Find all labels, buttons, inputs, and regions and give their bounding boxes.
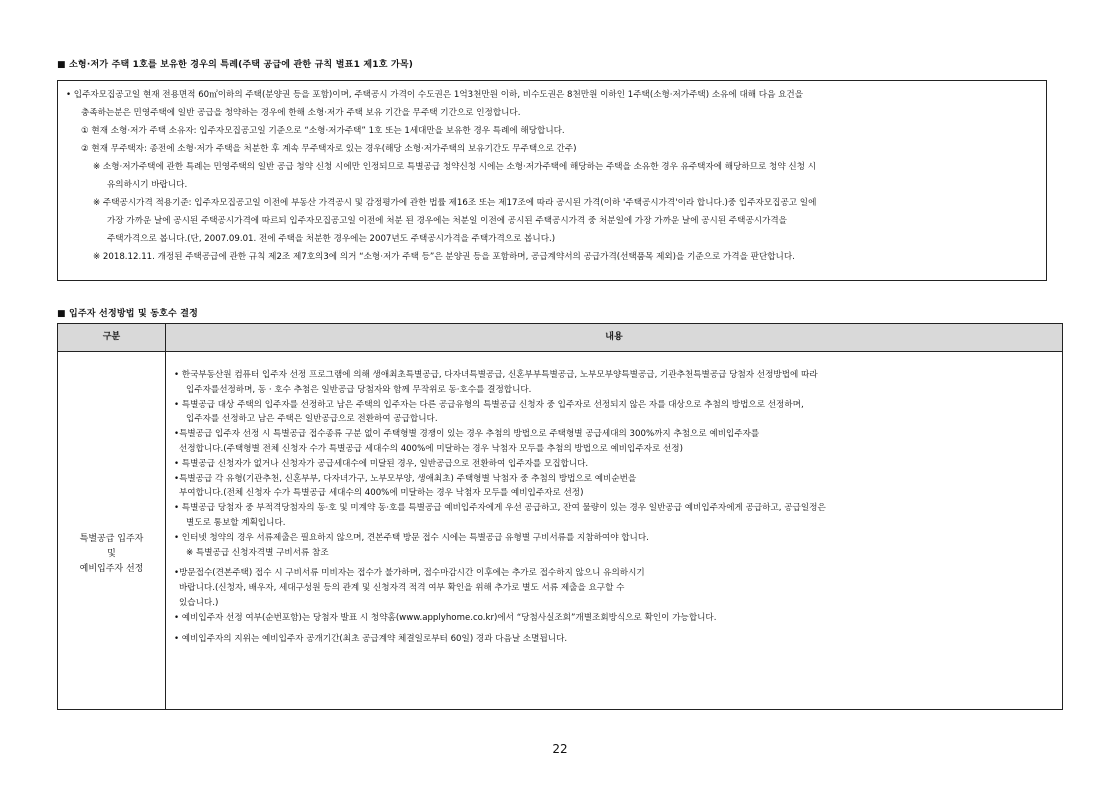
category-cell bbox=[58, 352, 166, 709]
content-line: 입주자를선정하며, 동 · 호수 추첨은 일반공급 당첨자와 함께 무작위로 동·호수를 결정합니다. bbox=[186, 384, 532, 395]
section-title-small-low-price-housing: ■ 소형·저가 주택 1호를 보유한 경우의 특례(주택 공급에 관한 규칙 별표1 제1호 가목) bbox=[57, 60, 414, 70]
special-case-notice-box bbox=[57, 80, 1047, 281]
category-label-line: 및 bbox=[107, 549, 116, 559]
content-line: • 특별공급 신청자가 없거나 신청자가 공급세대수에 미달된 경우, 일반공급으로 전환하여 입주자를 모집합니다. bbox=[174, 458, 589, 469]
notice-line: ② 현재 무주택자: 종전에 소형·저가 주택을 처분한 후 계속 무주택자로 있는 경우(해당 소형·저가주택의 보유기간도 무주택으로 간주) bbox=[81, 144, 577, 154]
content-line: •특별공급 각 유형(기관추천, 신혼부부, 다자녀가구, 노부모부양, 생애최초) 주택형별 낙첨자 중 추첨의 방법으로 예비순번을 bbox=[174, 473, 637, 484]
content-line: •특별공급 입주자 선정 시 특별공급 접수종류 구분 없이 주택형별 경쟁이 있는 경우 추첨의 방법으로 주택형별 공급세대의 300%까지 추첨으로 예비입주자를 bbox=[174, 429, 760, 440]
content-line: • 예비입주자의 지위는 예비입주자 공개기간(최초 공급계약 체결일로부터 60일) 경과 다음날 소멸됩니다. bbox=[174, 633, 568, 644]
category-label-line: 예비입주자 선정 bbox=[79, 564, 144, 574]
notice-line: • 입주자모집공고일 현재 전용면적 60㎡이하의 주택(분양권 등을 포함)이며, 주택공시 가격이 수도권은 1억3천만원 이하, 비수도권은 8천만원 이하인 1주택(소형·저가주택) 소유에 대해 다음 요건을 bbox=[66, 90, 804, 100]
notice-line: 충족하는분은 민영주택에 일반 공급을 청약하는 경우에 한해 소형·저가 주택 보유 기간을 무주택 기간으로 인정합니다. bbox=[81, 108, 521, 118]
notice-line: ※ 2018.12.11. 개정된 주택공급에 관한 규칙 제2조 제7호의3에 의거 “소형·저가 주택 등”은 분양권 등을 포함하며, 공급계약서의 공급가격(선택품목 제외)을 기준으로 가격을 판단합니다. bbox=[93, 252, 795, 262]
content-line: • 한국부동산원 컴퓨터 입주자 선정 프로그램에 의해 생애최초특별공급, 다자녀특별공급, 신혼부부특별공급, 노부모부양특별공급, 기관추천특별공급 당첨자 선정방법에 따라 bbox=[174, 370, 818, 380]
content-line: • 인터넷 청약의 경우 서류제출은 필요하지 않으며, 견본주택 방문 접수 시에는 특별공급 유형별 구비서류를 지참하여야 합니다. bbox=[174, 532, 649, 543]
notice-line: ① 현재 소형·저가 주택 소유자: 입주자모집공고일 기준으로 “소형·저가주택” 1호 또는 1세대만을 보유한 경우 특례에 해당합니다. bbox=[81, 126, 565, 136]
content-line: • 특별공급 대상 주택의 입주자를 선정하고 남은 주택의 입주자는 다른 공급유형의 특별공급 신청자 중 입주자로 선정되지 않은 자를 대상으로 추첨의 방법으로 선정하며, bbox=[174, 399, 804, 410]
header-category: 구분 bbox=[58, 324, 166, 351]
category-label-line: 특별공급 입주자 bbox=[79, 534, 144, 544]
notice-line: 주택가격으로 봅니다.(단, 2007.09.01. 전에 주택을 처분한 경우에는 2007년도 주택공시가격을 주택가격으로 봅니다.) bbox=[107, 234, 556, 244]
header-content: 내용 bbox=[605, 332, 623, 342]
content-line: 입주자를 선정하고 남은 주택은 일반공급으로 전환하여 공급합니다. bbox=[186, 414, 438, 425]
content-line: • 예비입주자 선정 여부(순번포함)는 당첨자 발표 시 청약홈(www.applyhome.co.kr)에서 “당첨사실조회”개별조회방식으로 확인이 가능합니다. bbox=[174, 612, 717, 623]
content-line: •방문접수(견본주택) 접수 시 구비서류 미비자는 접수가 불가하며, 접수마감시간 이후에는 추가로 접수하지 않으니 유의하시기 bbox=[174, 568, 645, 579]
content-line: ※ 특별공급 신청자격별 구비서류 참조 bbox=[186, 547, 329, 558]
notice-line: ※ 주택공시가격 적용기준: 입주자모집공고일 이전에 부동산 가격공시 및 감정평가에 관한 법률 제16조 또는 제17조에 따라 공시된 가격(이하 '주택공시가격'이라 합니다.)중 입주자모집공고 일에 bbox=[93, 198, 817, 208]
content-cell bbox=[166, 352, 1062, 709]
table-header-row bbox=[58, 324, 1062, 352]
content-line: • 특별공급 당첨자 중 부적격당첨자의 동·호 및 미계약 동·호를 특별공급 예비입주자에게 우선 공급하고, 잔여 물량이 있는 경우 일반공급 예비입주자에게 공급하고, 공급일정은 bbox=[174, 503, 826, 514]
section-title-selection-method: ■ 입주자 선정방법 및 동호수 결정 bbox=[57, 309, 198, 319]
notice-line: ※ 소형·저가주택에 관한 특례는 민영주택의 일반 공급 청약 신청 시에만 인정되므로 특별공급 청약신청 시에는 소형·저가주택에 해당하는 주택을 소유한 경우 유주택자에 해당하므로 청약 신청 시 bbox=[93, 162, 817, 172]
category-label bbox=[58, 532, 165, 577]
content-line: 선정합니다.(주택형별 전체 신청자 수가 특별공급 세대수의 400%에 미달하는 경우 낙첨자 모두를 추첨의 방법으로 예비입주자로 선정) bbox=[179, 443, 683, 454]
notice-line: 유의하시기 바랍니다. bbox=[107, 180, 188, 190]
content-line: 있습니다.) bbox=[179, 597, 219, 608]
content-line: 바랍니다.(신청자, 배우자, 세대구성원 등의 관계 및 신청자격 적격 여부 확인을 위해 추가로 별도 서류 제출을 요구할 수 bbox=[179, 583, 625, 594]
content-line: 별도로 통보할 계획입니다. bbox=[186, 517, 286, 528]
content-line: 부여합니다.(전체 신청자 수가 특별공급 세대수의 400%에 미달하는 경우 낙첨자 모두를 예비입주자로 선정) bbox=[179, 488, 584, 499]
selection-method-table bbox=[57, 323, 1063, 710]
page-number: 22 bbox=[552, 742, 568, 756]
notice-line: 가장 가까운 날에 공시된 주택공시가격에 따르되 입주자모집공고일 이전에 처분 된 경우에는 처분일 이전에 공시된 주택공시가격 중 처분일에 가장 가까운 날에 공시된 주택공시가격을 bbox=[107, 216, 787, 226]
